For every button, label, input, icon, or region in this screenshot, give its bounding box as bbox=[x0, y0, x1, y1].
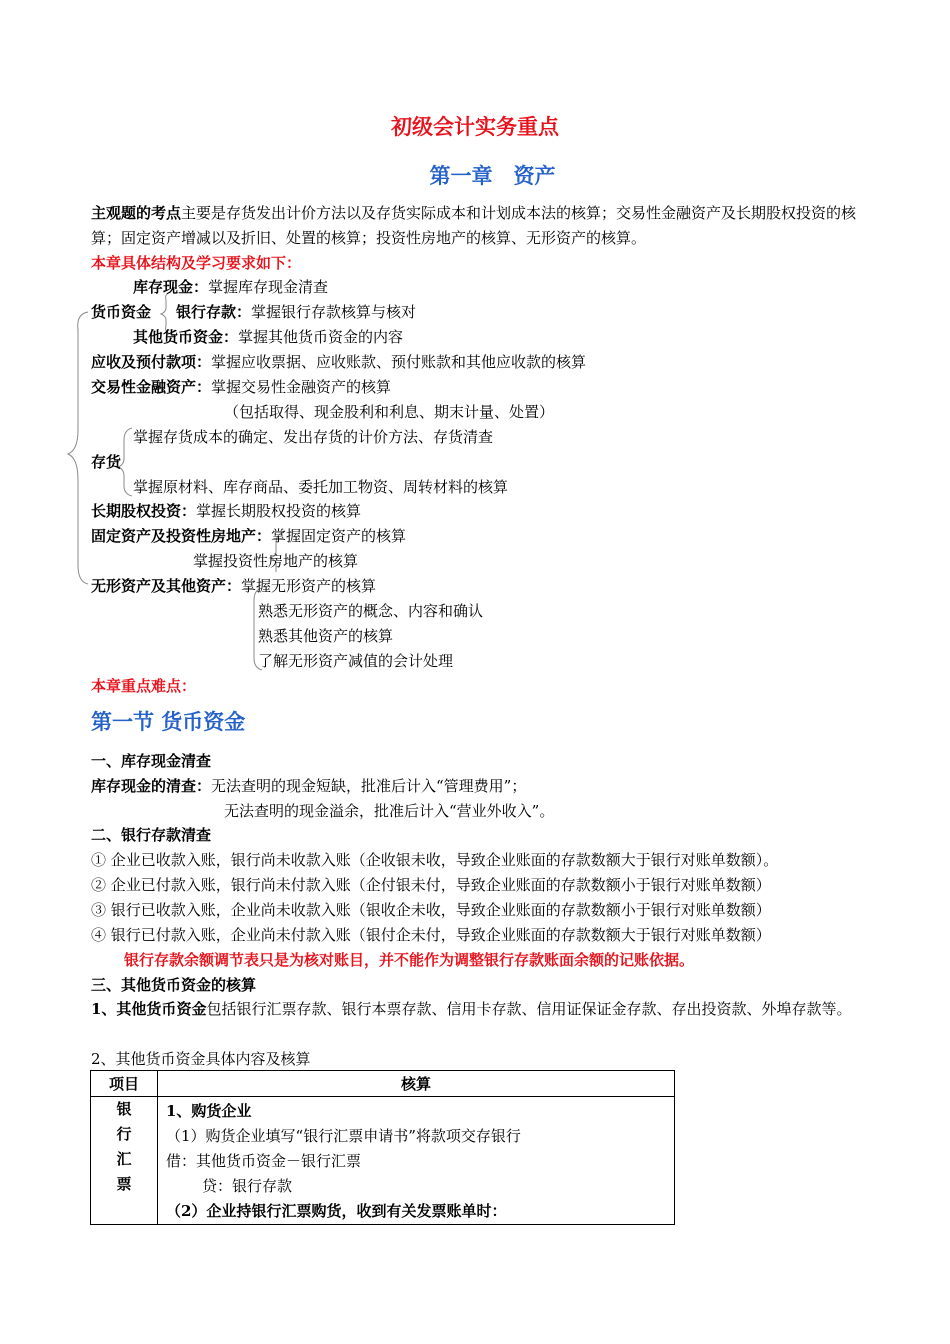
structure-heading: 本章具体结构及学习要求如下： bbox=[91, 254, 302, 272]
bank-item-1: ① 企业已收款入账，银行尚未收款入账（企收银未收，导致企业账面的存款数额大于银行对账单数额）。 bbox=[91, 851, 779, 869]
heading-other-monetary: 三、其他货币资金的核算 bbox=[91, 976, 257, 994]
table-row bbox=[91, 1097, 675, 1225]
bank-item-4: ④ 银行已付款入账，企业尚未付款入账（银付企未付，导致企业账面的存款数额大于银行对账单数额） bbox=[91, 926, 771, 944]
outline-trading: 交易性金融资产：掌握交易性金融资产的核算 bbox=[91, 378, 392, 396]
table-header-calc: 核算 bbox=[158, 1071, 675, 1097]
outline-bank: 银行存款：掌握银行存款核算与核对 bbox=[176, 303, 417, 321]
section-title: 第一节 货币资金 bbox=[91, 710, 246, 734]
outline-monetary-label: 货币资金 bbox=[91, 303, 152, 321]
bank-item-3: ③ 银行已收款入账，企业尚未收款入账（银收企未收，导致企业账面的存款数额小于银行对账单数额） bbox=[91, 901, 771, 919]
outline-inventory-1: 掌握存货成本的确定、发出存货的计价方法、存货清查 bbox=[133, 428, 494, 446]
bank-note: 银行存款余额调节表只是为核对账目，并不能作为调整银行存款账面余额的记账依据。 bbox=[124, 951, 695, 969]
table-row-content: 1、购货企业 （1）购货企业填写“银行汇票申请书”将款项交存银行 借：其他货币资金－银行汇票 贷：银行存款 （2）企业持银行汇票购货，收到有关发票账单时： bbox=[158, 1097, 675, 1225]
heading-cash-check: 一、库存现金清查 bbox=[91, 752, 212, 770]
table-header-row bbox=[91, 1071, 675, 1097]
outline-cash: 库存现金：掌握库存现金清查 bbox=[133, 278, 329, 296]
outline-receivable: 应收及预付款项：掌握应收票据、应收账款、预付账款和其他应收款的核算 bbox=[91, 353, 587, 371]
outline-inventory-2: 掌握原材料、库存商品、委托加工物资、周转材料的核算 bbox=[133, 478, 509, 496]
cash-check-2: 无法查明的现金溢余，批准后计入“营业外收入”。 bbox=[224, 802, 555, 820]
outline-long-term: 长期股权投资：掌握长期股权投资的核算 bbox=[91, 502, 362, 520]
intro-rest: 主要是存货发出计价方法以及存货实际成本和计划成本法的核算；交易性金融资产及长期股权投资的核算；固定资产增减以及折旧、处置的核算；投资性房地产的核算、无形资产的核算。 bbox=[91, 204, 857, 247]
calc-table bbox=[90, 1070, 675, 1225]
outline-intangible: 无形资产及其他资产：掌握无形资产的核算 bbox=[91, 577, 377, 595]
heading-bank-check: 二、银行存款清查 bbox=[91, 826, 212, 844]
document-title: 初级会计实务重点 bbox=[391, 115, 559, 139]
cash-check-1: 库存现金的清查：无法查明的现金短缺，批准后计入“管理费用”； bbox=[91, 777, 527, 795]
table-row-label: 银 行 汇 票 bbox=[91, 1097, 158, 1225]
bank-item-2: ② 企业已付款入账，银行尚未付款入账（企付银未付，导致企业账面的存款数额小于银行对账单数额） bbox=[91, 876, 771, 894]
outline-fixed: 固定资产及投资性房地产：掌握固定资产的核算 bbox=[91, 527, 407, 545]
other-monetary-paragraph: 1、其他货币资金包括银行汇票存款、银行本票存款、信用卡存款、信用证保证金存款、存出投资款、外埠存款等。 bbox=[91, 1000, 852, 1018]
outline-other: 其他货币资金：掌握其他货币资金的内容 bbox=[133, 328, 404, 346]
outline-property: 掌握投资性房地产的核算 bbox=[193, 552, 359, 570]
outline-trading-note: （包括取得、现金股利和利息、期末计量、处置） bbox=[224, 403, 555, 421]
chapter-title: 第一章 资产 bbox=[429, 164, 556, 188]
key-points-heading: 本章重点难点： bbox=[91, 677, 197, 695]
outline-intangible-3: 熟悉其他资产的核算 bbox=[258, 627, 394, 645]
other-monetary-detail: 2、其他货币资金具体内容及核算 bbox=[91, 1050, 311, 1068]
outline-intangible-2: 熟悉无形资产的概念、内容和确认 bbox=[258, 602, 484, 620]
outline-inventory-label: 存货 bbox=[91, 453, 122, 471]
intro-paragraph bbox=[91, 201, 871, 251]
outline-intangible-4: 了解无形资产减值的会计处理 bbox=[258, 652, 454, 670]
intro-lead: 主观题的考点 bbox=[91, 204, 182, 222]
table-header-item: 项目 bbox=[91, 1071, 158, 1097]
